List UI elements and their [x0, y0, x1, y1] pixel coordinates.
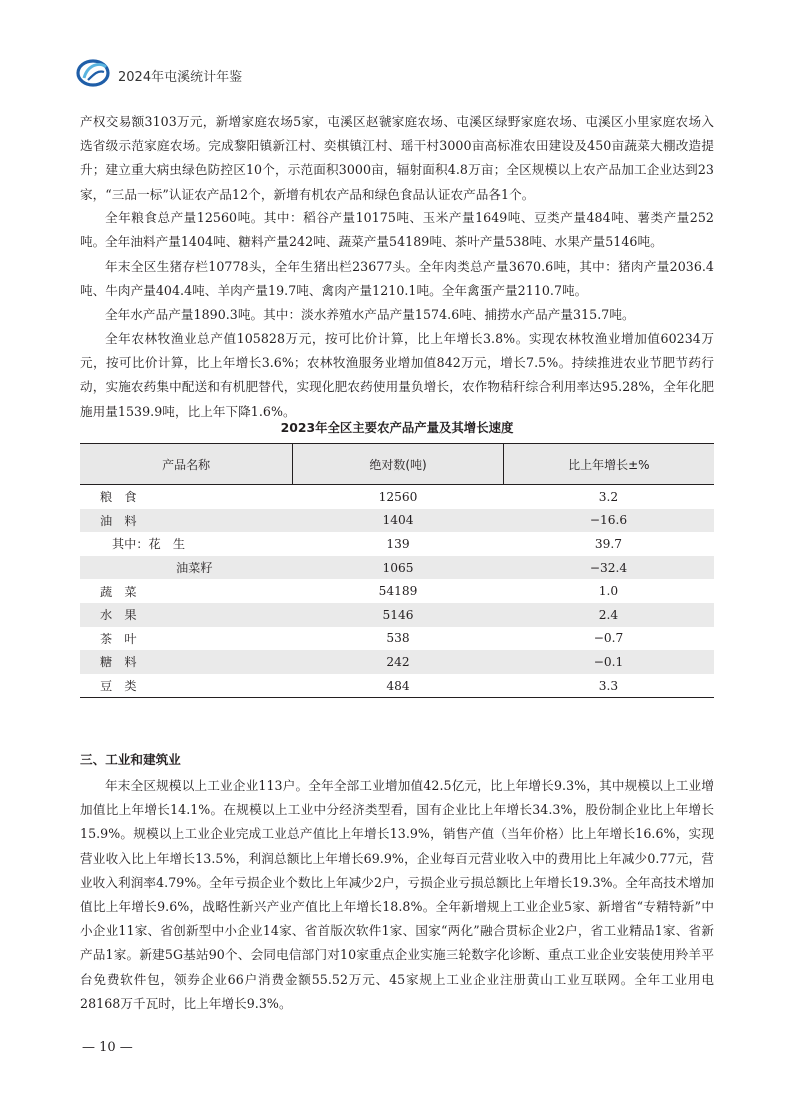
paragraph-crops: 全年油料产量1404吨、糖料产量242吨、蔬菜产量54189吨、茶叶产量538吨、水果产量5146吨。 — [105, 234, 663, 249]
table-row — [80, 579, 714, 603]
product-growth: 3.3 — [598, 678, 619, 693]
yearbook-logo-icon — [76, 58, 112, 88]
product-value: 242 — [386, 654, 410, 669]
product-growth: −0.7 — [593, 631, 624, 646]
table-header-row — [80, 444, 714, 485]
section-heading-industry: 三、工业和建筑业 — [80, 752, 181, 767]
product-name: 茶 叶 — [100, 631, 137, 646]
product-growth: −16.6 — [589, 513, 628, 528]
product-value: 538 — [386, 631, 410, 646]
page-header — [76, 58, 716, 88]
product-name: 蔬 菜 — [100, 584, 137, 599]
paragraph-industry: 年末全区规模以上工业企业113户。全年全部工业增加值42.5亿元，比上年增长9.3%，其中规模以上工业增加值比上年增长14.1%。在规模以上工业中分经济类型看，国有企业比上年增长34.3%，股份制企业比上年增长15.9%。规模以上工业企业完成工业总产值比上年增长13.9%，销售产值（当年价格）比上年增长16.6%，实现营业收入比上年增长13.5%，利润总额比上年增长69.9%，企业每百元营业收入中的费用比上年减少0.77元，营业收入利润率4.79%。全年亏损企业个数比上年减少2户，亏损企业亏损总额比上年增长19.3%。全年高技术增加值比上年增长9.6%，战略性新兴产业产值比上年增长18.8%。全年新增规上工业企业5家、新增省“专精特新”中小企业11家、省创新型中小企业14家、省首版次软件1家、国家“两化”融合贯标企业2户，省工业精品1家、省新产品1家。新建5G基站90个、会同电信部门对10家重点企业实施三轮数字化诊断、重点工业企业安装使用羚羊平台免费软件包，领券企业66户消费金额55.52万元、45家规上工业企业注册黄山工业互联网。全年工业用电28168万千瓦时，比上年增长9.3%。 — [80, 778, 714, 1011]
product-value: 484 — [386, 678, 410, 693]
paragraph-continued: 产权交易额3103万元，新增家庭农场5家，屯溪区赵虢家庭农场、屯溪区绿野家庭农场、屯溪区小里家庭农场入选省级示范家庭农场。完成黎阳镇新江村、奕棋镇江村、瑶干村3000亩高标准农田建设及450亩蔬菜大棚改造提升；建立重大病虫绿色防控区10个，示范面积3000亩，辐射面积4.8万亩；全区规模以上农产品加工企业达到23家，“三品一标”认证农产品12个，新增有机农产品和绿色食品认证农产品各1个。 — [80, 114, 714, 202]
product-value: 5146 — [382, 607, 414, 622]
product-growth: 1.0 — [598, 584, 619, 599]
paragraph-livestock: 年末全区生猪存栏10778头，全年生猪出栏23677头。全年肉类总产量3670.6吨，其中：猪肉产量2036.4吨、牛肉产量404.4吨、羊肉产量19.7吨、禽肉产量1210.1吨。全年禽蛋产量2110.7吨。 — [80, 259, 714, 299]
table-row — [80, 532, 714, 556]
table-row — [80, 674, 714, 698]
header-product-name: 产品名称 — [162, 457, 211, 472]
paragraph-aquatic: 全年水产品产量1890.3吨。其中：淡水养殖水产品产量1574.6吨、捕捞水产品产量315.7吨。 — [105, 307, 635, 322]
table-row — [80, 603, 714, 627]
product-name: 油菜籽 — [176, 561, 213, 576]
table-row — [80, 627, 714, 651]
page-number: — 10 — — [82, 1040, 133, 1055]
table-row — [80, 556, 714, 580]
product-value: 139 — [386, 536, 410, 551]
product-growth: −32.4 — [589, 560, 628, 575]
header-title: 2024年屯溪统计年鉴 — [118, 70, 243, 85]
table-row — [80, 485, 714, 509]
product-value: 54189 — [378, 584, 418, 599]
product-name: 豆 类 — [100, 679, 137, 694]
table-title: 2023年全区主要农产品产量及其增长速度 — [280, 420, 514, 435]
paragraph-output-value: 全年农林牧渔业总产值105828万元，按可比价计算，比上年增长3.8%。实现农林牧渔业增加值60234万元，按可比价计算，比上年增长3.6%；农林牧渔服务业增加值842万元，增长7.5%。持续推进农业节肥节药行动，实施农药集中配送和有机肥替代，实现化肥农药使用量负增长，农作物秸秆综合利用率达95.28%，全年化肥施用量1539.9吨，比上年下降1.6%。 — [80, 331, 714, 419]
product-value: 12560 — [378, 489, 418, 504]
product-growth: 2.4 — [598, 607, 619, 622]
product-value: 1065 — [382, 560, 414, 575]
product-name: 糖 料 — [100, 655, 137, 670]
header-growth: 比上年增长±% — [503, 444, 714, 484]
product-name: 粮 食 — [100, 490, 137, 505]
header-absolute-value: 绝对数(吨) — [292, 444, 502, 484]
product-value: 1404 — [382, 513, 414, 528]
product-name: 其中：花 生 — [112, 537, 186, 552]
product-name: 水 果 — [100, 608, 137, 623]
table-row — [80, 650, 714, 674]
product-growth: 3.2 — [598, 489, 619, 504]
table-row — [80, 509, 714, 533]
agri-products-table — [80, 443, 714, 698]
product-growth: 39.7 — [594, 536, 623, 551]
product-name: 油 料 — [100, 513, 137, 528]
paragraph-grain: 全年粮食总产量12560吨。其中：稻谷产量10175吨、玉米产量1649吨、豆类产量484吨、薯类产量252吨。 — [80, 210, 714, 250]
product-growth: −0.1 — [593, 654, 624, 669]
